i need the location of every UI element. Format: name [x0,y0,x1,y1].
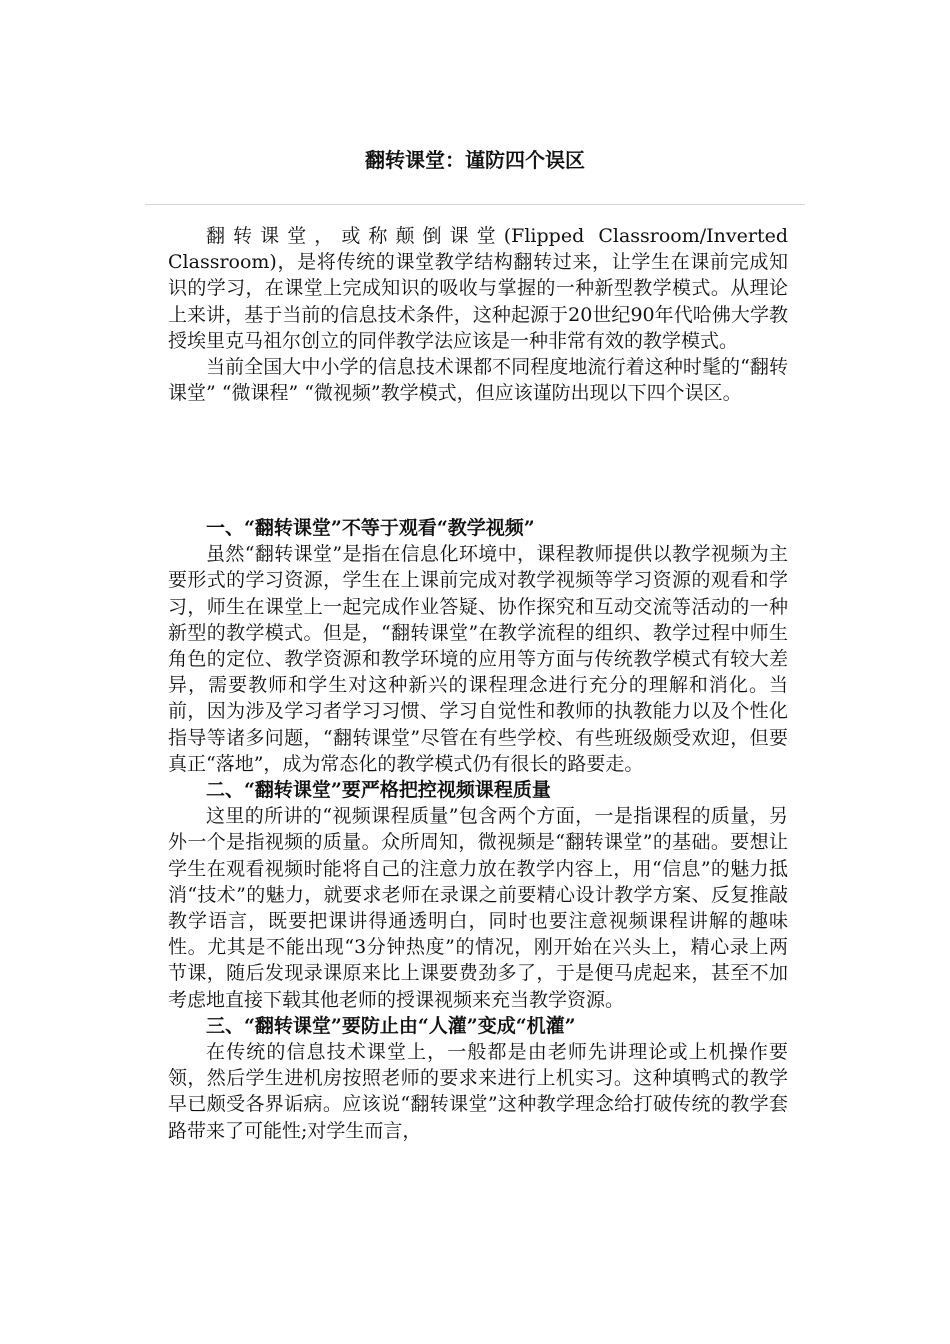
main-sections [168,515,788,1144]
section-heading: 三、“翻转课堂”要防止由“人灌”变成“机灌” [206,1014,576,1037]
intro-section [168,223,788,406]
section-paragraph: 虽然“翻转课堂”是指在信息化环境中，课程教师提供以教学视频为主要形式的学习资源，学生在上课前完成对教学视频等学习资源的观看和学习，师生在课堂上一起完成作业答疑、协作探究和互动交流等活动的一种新型的教学模式。但是，“翻转课堂”在教学流程的组织、教学过程中师生角色的定位、教学资源和教学环境的应用等方面与传统教学模式有较大差异，需要教师和学生对这种新兴的课程理念进行充分的理解和消化。当前，因为涉及学习者学习习惯、学习自觉性和教师的执教能力以及个性化指导等诸多问题，“翻转课堂”尽管在有些学校、有些班级颇受欢迎，但要真正“落地”，成为常态化的教学模式仍有很长的路要走。 [168,543,788,775]
intro-paragraph: 当前全国大中小学的信息技术课都不同程度地流行着这种时髦的“翻转课堂” “微课程” “微视频”教学模式，但应该谨防出现以下四个误区。 [168,356,788,405]
intro-paragraph: 翻转课堂，或称颠倒课堂(Flipped Classroom/Inverted Classroom)，是将传统的课堂教学结构翻转过来，让学生在课前完成知识的学习，在课堂上完成知识的吸收与掌握的一种新型教学模式。从理论上来讲，基于当前的信息技术条件，这种起源于20世纪90年代哈佛大学教授埃里克马祖尔创立的同伴教学法应该是一种非常有效的教学模式。 [168,225,788,352]
section-heading: 二、“翻转课堂”要严格把控视频课程质量 [206,779,551,802]
section-heading: 一、“翻转课堂”不等于观看“教学视频” [206,517,535,539]
title-divider [145,204,805,205]
document-title: 翻转课堂：谨防四个误区 [365,148,585,172]
section-paragraph: 在传统的信息技术课堂上，一般都是由老师先讲理论或上机操作要领，然后学生进机房按照老师的要求来进行上机实习。这种填鸭式的教学早已颇受各界诟病。应该说“翻转课堂”这种教学理念给打破传统的教学套路带来了可能性;对学生而言， [168,1041,788,1142]
section-paragraph: 这里的所讲的“视频课程质量”包含两个方面，一是指课程的质量，另外一个是指视频的质量。众所周知，微视频是“翻转课堂”的基础。要想让学生在观看视频时能将自己的注意力放在教学内容上，用“信息”的魅力抵消“技术”的魅力，就要求老师在录课之前要精心设计教学方案、反复推敲教学语言，既要把课讲得通透明白，同时也要注意视频课程讲解的趣味性。尤其是不能出现“3分钟热度”的情况，刚开始在兴头上，精心录上两节课，随后发现录课原来比上课要费劲多了，于是便马虎起来，甚至不加考虑地直接下载其他老师的授课视频来充当教学资源。 [168,805,788,1011]
